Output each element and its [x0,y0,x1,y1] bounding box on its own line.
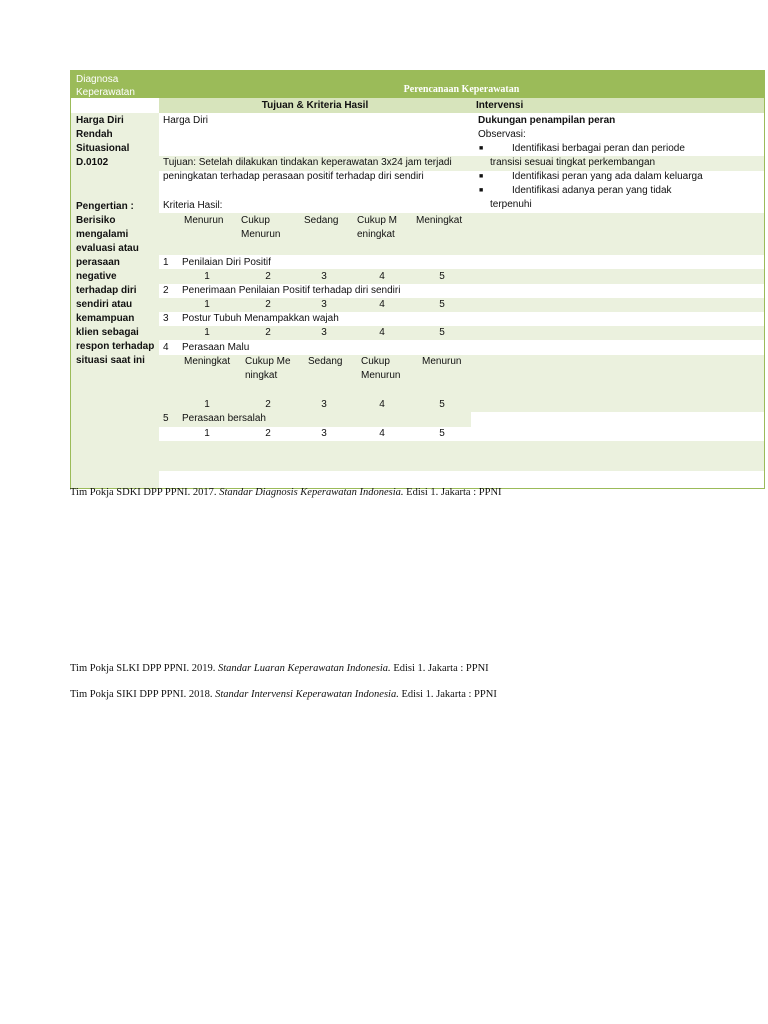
header-diagnosa: Diagnosa Keperawatan [71,71,159,98]
bullet-icon: ■ [479,173,484,180]
item-number: 3 [163,313,169,324]
row-band [159,441,764,471]
scale-number: 4 [379,299,385,310]
scale-number: 1 [204,271,210,282]
intervensi-bullet: terpenuhi [490,199,532,210]
scale-number: 4 [379,428,385,439]
scale-number: 3 [321,428,327,439]
scale-number: 2 [265,428,271,439]
item-number: 2 [163,285,169,296]
scale-number: 5 [439,327,445,338]
intervensi-bullet: Identifikasi berbagai peran dan periode [512,143,685,154]
reference-siki: Tim Pokja SIKI DPP PPNI. 2018. Standar Intervensi Keperawatan Indonesia. Edisi 1. Jakarta : PPNI [70,689,497,700]
diagnosis-code: D.0102 [76,157,109,168]
scale-number: 5 [439,399,445,410]
item-number: 1 [163,257,169,268]
item-number: 5 [163,413,169,424]
scale-number: 2 [265,327,271,338]
nursing-care-plan-table [70,70,765,489]
scale-number: 5 [439,271,445,282]
scale-number: 3 [321,399,327,410]
scale-number: 3 [321,327,327,338]
item-label: Postur Tubuh Menampakkan wajah [182,313,339,324]
scale-number: 4 [379,399,385,410]
scale-number: 4 [379,327,385,338]
pengertian-text: Berisiko mengalami evaluasi atau perasaan negative terhadap diri sendiri atau kemampuan klien sebagai respon terhadap situasi saat ini [76,215,155,366]
scale-label: Sedang [304,215,339,226]
row-band [159,326,764,340]
scale-label: Menurun [422,356,462,367]
intervensi-bullet: Identifikasi peran yang ada dalam keluarga [512,171,703,182]
reference-sdki: Tim Pokja SDKI DPP PPNI. 2017. Standar Diagnosis Keperawatan Indonesia. Edisi 1. Jakarta : PPNI [70,487,502,498]
scale-number: 1 [204,399,210,410]
scale-number: 4 [379,271,385,282]
header-intervensi: Intervensi [476,100,524,111]
row-band [159,298,764,312]
item-label: Perasaan bersalah [182,413,266,424]
scale-number: 2 [265,399,271,410]
bullet-icon: ■ [479,187,484,194]
item-label: Penerimaan Penilaian Positif terhadap diri sendiri [182,285,401,296]
scale-label: Meningkat [184,356,231,367]
scale-number: 1 [204,299,210,310]
scale-label: Sedang [308,356,343,367]
luaran-title: Harga Diri [163,115,209,126]
row-band [159,269,764,284]
scale-label: Cukup Menurun [241,215,281,240]
intervensi-title: Dukungan penampilan peran [478,115,616,126]
bullet-icon: ■ [479,145,484,152]
intervensi-bullet: transisi sesuai tingkat perkembangan [490,157,656,168]
scale-label: Menurun [184,215,224,226]
item-label: Penilaian Diri Positif [182,257,271,268]
pengertian-label: Pengertian : [76,201,134,212]
diagnosis-title: Harga Diri Rendah Situasional [76,115,130,154]
scale-number: 2 [265,299,271,310]
tujuan-text: Tujuan: Setelah dilakukan tindakan keperawatan 3x24 jam terjadi peningkatan terhadap perasaan positif terhadap diri sendiri [163,157,452,182]
scale-label: Cukup Meningkat [357,215,398,240]
scale-number: 2 [265,271,271,282]
scale-label: Meningkat [416,215,463,226]
item-number: 4 [163,342,169,353]
kriteria-label: Kriteria Hasil: [163,200,223,211]
scale-number: 5 [439,428,445,439]
scale-number: 1 [204,327,210,338]
header-perencanaan: Perencanaan Keperawatan [159,71,764,98]
reference-slki: Tim Pokja SLKI DPP PPNI. 2019. Standar Luaran Keperawatan Indonesia. Edisi 1. Jakarta : PPNI [70,663,489,674]
scale-number: 1 [204,428,210,439]
scale-label: Cukup Menurun [361,356,401,381]
scale-number: 5 [439,299,445,310]
observasi-label: Observasi: [478,129,526,140]
scale-label: Cukup Meningkat [245,356,291,381]
scale-number: 3 [321,299,327,310]
intervensi-bullet: Identifikasi adanya peran yang tidak [512,185,672,196]
item-label: Perasaan Malu [182,342,250,353]
header-tujuan-kriteria: Tujuan & Kriteria Hasil [261,100,369,111]
scale-number: 3 [321,271,327,282]
